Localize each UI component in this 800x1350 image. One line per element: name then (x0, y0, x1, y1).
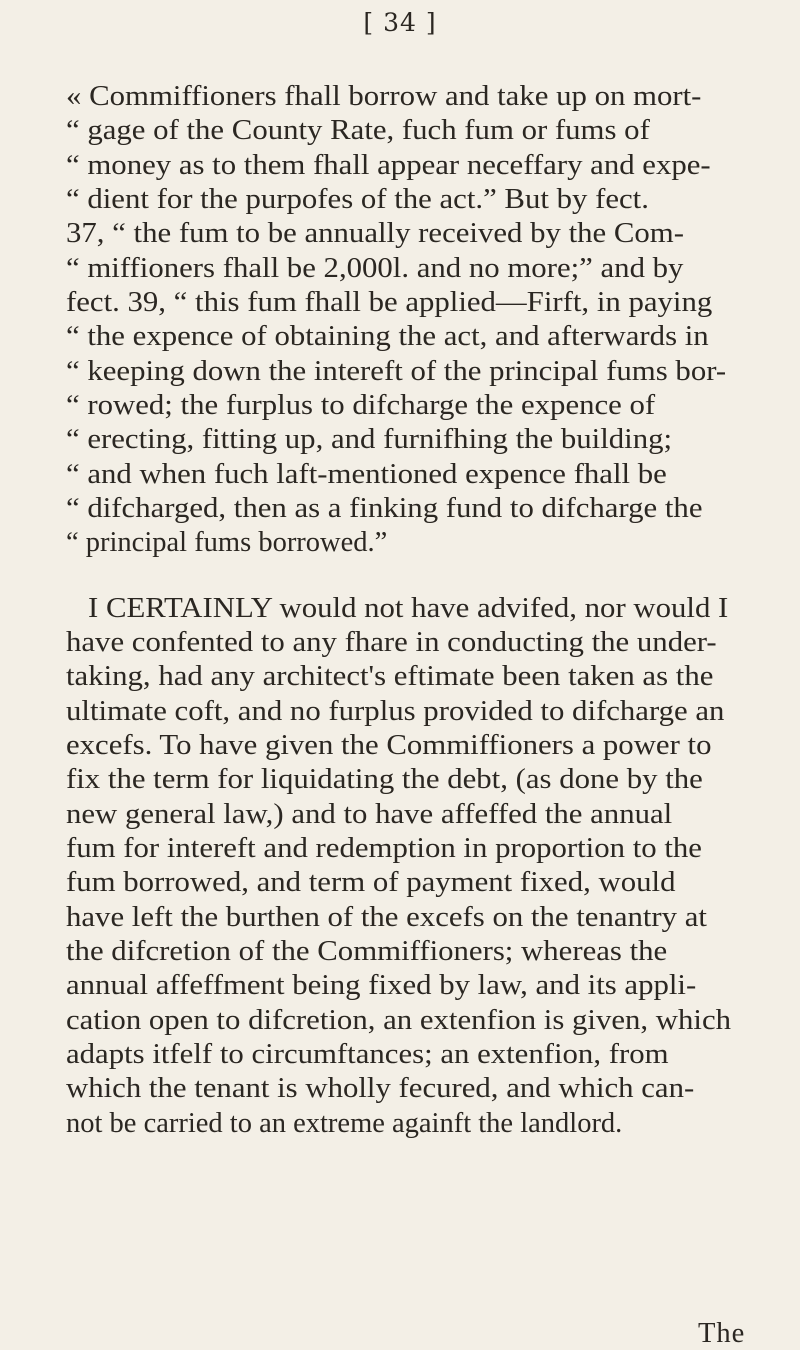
quote-line: 37, “ the fum to be annually received by the Com- (66, 218, 684, 249)
paragraph-line: cation open to difcretion, an extenfion is given, which (66, 1005, 732, 1036)
paragraph-line: have confented to any fhare in conducting the under- (66, 627, 717, 658)
paragraph-line: which the tenant is wholly fecured, and which can- (66, 1073, 695, 1104)
paragraph-line: taking, had any architect's eftimate been taken as the (66, 661, 714, 692)
quote-line: “ difcharged, then as a finking fund to difcharge the (66, 493, 703, 524)
quote-line: “ gage of the County Rate, fuch fum or fums of (66, 115, 650, 146)
paragraph-line: have left the burthen of the excefs on the tenantry at (66, 902, 707, 933)
paragraph-line: adapts itfelf to circumftances; an extenfion, from (66, 1039, 669, 1070)
quote-line: “ rowed; the furplus to difcharge the expence of (66, 390, 656, 421)
quote-line: “ principal fums borrowed.” (66, 527, 388, 558)
paragraph-line: fix the term for liquidating the debt, (as done by the (66, 764, 703, 795)
paragraph-line: new general law,) and to have affeffed the annual (66, 799, 673, 830)
quote-line: “ and when fuch laft-mentioned expence fhall be (66, 459, 667, 490)
paragraph-line: fum borrowed, and term of payment fixed, would (66, 867, 676, 898)
quote-line: “ keeping down the intereft of the principal fums bor- (66, 356, 727, 387)
quote-line: « Commiffioners fhall borrow and take up on mort- (66, 81, 702, 112)
paragraph-line: the difcretion of the Commiffioners; whereas the (66, 936, 668, 967)
paragraph-line: excefs. To have given the Commiffioners a power to (66, 730, 712, 761)
quote-line: fect. 39, “ this fum fhall be applied—Firft, in paying (66, 287, 713, 318)
paragraph-line: annual affeffment being fixed by law, and its appli- (66, 970, 697, 1001)
paragraph-line: I CERTAINLY would not have advifed, nor would I (88, 593, 729, 624)
quote-line: “ the expence of obtaining the act, and afterwards in (66, 321, 709, 352)
catchword: The (698, 1318, 746, 1349)
paragraph-line: not be carried to an extreme againft the landlord. (66, 1108, 623, 1139)
paragraph-line: ultimate coft, and no furplus provided to difcharge an (66, 696, 725, 727)
quote-line: “ miffioners fhall be 2,000l. and no more;” and by (66, 253, 684, 284)
quote-line: “ money as to them fhall appear neceffary and expe- (66, 150, 711, 181)
page-number: [ 34 ] (363, 8, 437, 37)
quote-line: “ erecting, fitting up, and furnifhing the building; (66, 424, 673, 455)
paragraph-line: fum for intereft and redemption in proportion to the (66, 833, 702, 864)
quote-line: “ dient for the purpofes of the act.” But by fect. (66, 184, 649, 215)
